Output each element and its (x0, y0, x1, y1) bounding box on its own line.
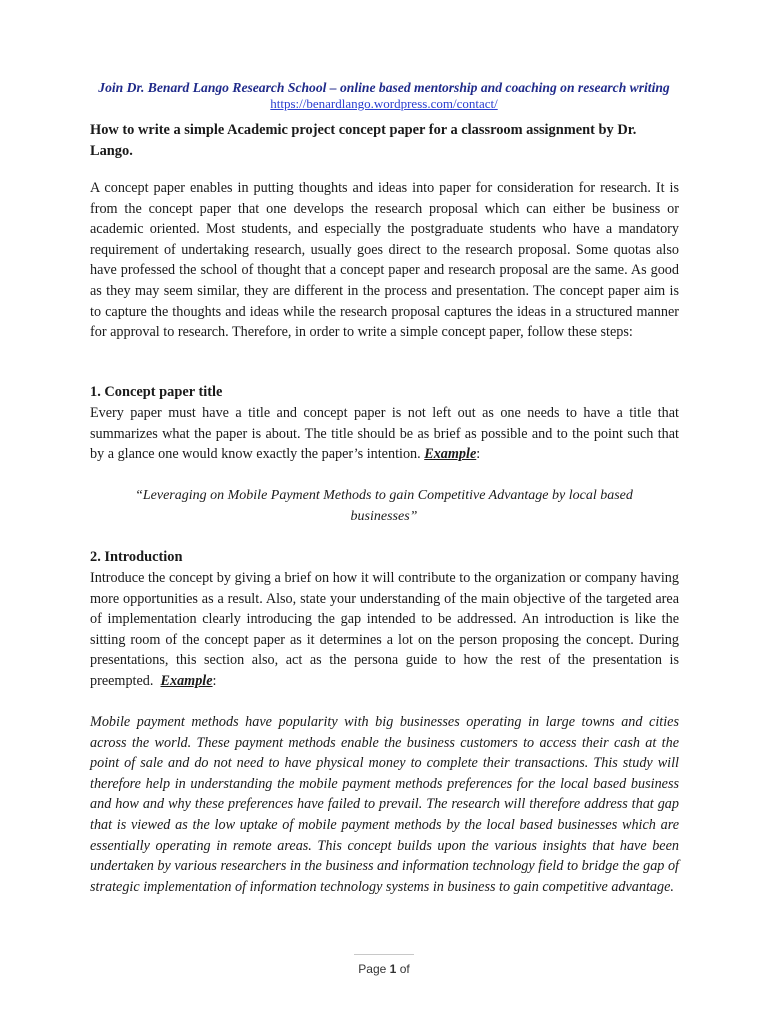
example-colon: : (212, 672, 217, 689)
introduction-example-paragraph: Mobile payment methods have popularity with big businesses operating in large towns and cities across the world. These payment methods enable the business customers to access their cash at the point of sale and do not need to have physical money to complete their transactions. This study will therefore help in understanding the mobile payment methods preferences for the local based business and how and why these preferences have failed to prevail. The research will therefore address that gap that is viewed as the low uptake of mobile payment methods by the local based businesses which are essentially operating in remote areas. This concept builds upon the various insights that have been undertaken by various researchers in the business and information technology field to bridge the gap of strategic implementation of information technology systems in business to gain competitive advantage. (90, 714, 679, 895)
section-heading-title: 1. Concept paper title (90, 384, 223, 400)
section-heading-introduction: 2. Introduction (90, 549, 183, 565)
page-of: of (399, 962, 410, 976)
school-banner: Join Dr. Benard Lango Research School – online based mentorship and coaching on research writing (98, 80, 670, 95)
section-title-text: Every paper must have a title and concept paper is not left out as one needs to have a title that summarizes what the paper is about. The title should be as brief as possible and to the point such that by a glance one would know exactly the paper’s intention. (90, 405, 679, 463)
example-colon: : (476, 446, 481, 463)
page-footer (0, 962, 768, 976)
page-number: 1 (389, 962, 397, 976)
example-title-quote: “Leveraging on Mobile Payment Methods to gain Competitive Advantage by local based businesses” (135, 488, 633, 524)
section-title-body (90, 403, 679, 465)
example-label: Example (160, 672, 213, 689)
contact-link[interactable]: https://benardlango.wordpress.com/contact/ (270, 96, 498, 111)
section-introduction-text: Introduce the concept by giving a brief on how it will contribute to the organization or company having more opportunities as a result. Also, state your understanding of the main objective of the targeted area of implementation clearly introducing the gap intended to be addressed. An introduction is like the sitting room of the concept paper as it determines a lot on the person proposing the concept. During presentations, this section also, act as the persona guide to how the rest of the presentation is preempted. (90, 570, 679, 689)
section-introduction-body (90, 568, 679, 692)
footer-divider (354, 954, 414, 955)
example-label: Example (424, 446, 477, 463)
intro-paragraph: A concept paper enables in putting thoughts and ideas into paper for consideration for research. It is from the concept paper that one develops the research proposal which can either be business or academic oriented. Most students, and especially the postgraduate students who have a mandatory requirement of undertaking research, usually goes direct to the research proposal. Some quotas also have professed the school of thought that a concept paper and research proposal are the same. As good as they may seem similar, they are different in the process and presentation. The concept paper aim is to capture the thoughts and ideas while the research proposal captures the ideas in a structured manner for approval to research. Therefore, in order to write a simple concept paper, follow these steps: (90, 180, 679, 341)
page-label: Page (358, 962, 387, 976)
document-title: How to write a simple Academic project concept paper for a classroom assignment by Dr. Lango. (90, 122, 637, 159)
